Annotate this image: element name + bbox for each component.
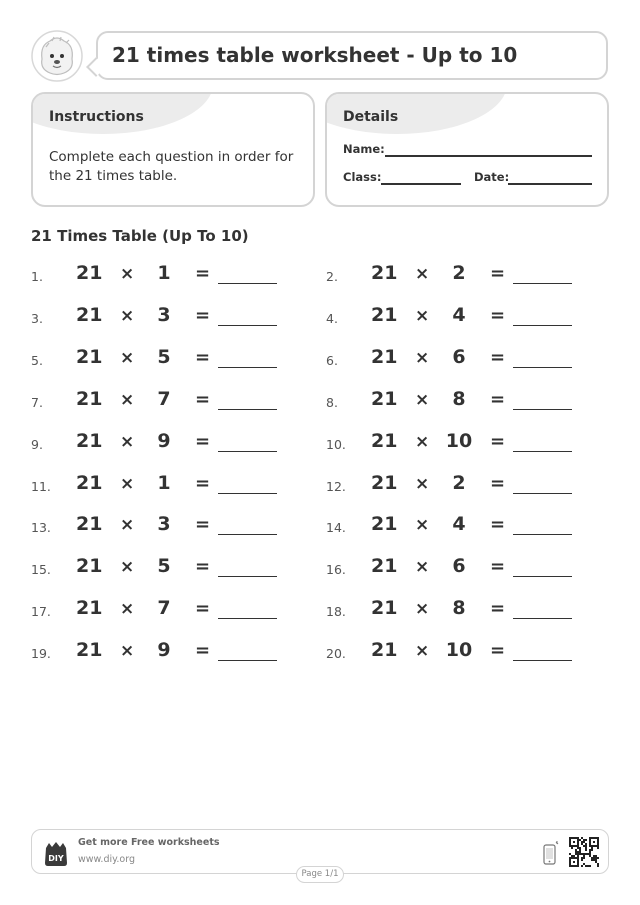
qr-code-icon[interactable] bbox=[569, 837, 599, 867]
question-item bbox=[326, 639, 586, 665]
question-number: 17. bbox=[31, 604, 51, 620]
multiplicand: 21 bbox=[76, 262, 103, 284]
multiplier: 3 bbox=[157, 303, 171, 326]
multiplier: 10 bbox=[445, 429, 473, 452]
times-sign: × bbox=[120, 305, 135, 326]
mascot-logo bbox=[30, 29, 84, 83]
equals-sign: = bbox=[195, 304, 211, 326]
equals-sign: = bbox=[490, 430, 506, 452]
question-number: 12. bbox=[326, 478, 346, 494]
name-label: Name: bbox=[343, 142, 385, 156]
multiplier: 9 bbox=[157, 639, 171, 662]
times-sign: × bbox=[120, 431, 135, 452]
multiplier: 8 bbox=[452, 597, 466, 620]
answer-blank[interactable] bbox=[218, 660, 277, 661]
instructions-panel bbox=[31, 92, 315, 207]
question-item bbox=[31, 597, 291, 623]
times-sign: × bbox=[415, 431, 430, 452]
logo-text: DIY bbox=[48, 854, 64, 863]
multiplicand: 21 bbox=[76, 471, 103, 494]
equals-sign: = bbox=[195, 430, 211, 452]
multiplier: 6 bbox=[452, 345, 466, 368]
instructions-text: Complete each question in order for the 21 times table. bbox=[49, 149, 294, 184]
class-label: Class: bbox=[343, 170, 382, 184]
answer-blank[interactable] bbox=[218, 325, 277, 326]
multiplicand: 21 bbox=[371, 387, 398, 410]
multiplier: 9 bbox=[157, 429, 171, 452]
multiplicand: 21 bbox=[76, 555, 103, 578]
equals-sign: = bbox=[490, 598, 506, 620]
times-sign: × bbox=[120, 264, 135, 284]
times-sign: × bbox=[120, 347, 135, 368]
question-number: 7. bbox=[31, 394, 43, 410]
multiplicand: 21 bbox=[76, 345, 103, 368]
question-number: 15. bbox=[31, 562, 51, 578]
multiplicand: 21 bbox=[76, 513, 103, 536]
question-item bbox=[326, 430, 586, 456]
question-number: 8. bbox=[326, 394, 338, 410]
question-item bbox=[31, 472, 291, 498]
multiplier: 4 bbox=[452, 513, 466, 536]
multiplicand: 21 bbox=[371, 513, 398, 536]
answer-blank[interactable] bbox=[218, 367, 277, 368]
multiplicand: 21 bbox=[371, 555, 398, 578]
instructions-title: Instructions bbox=[49, 109, 144, 125]
question-number: 2. bbox=[326, 269, 338, 284]
question-number: 10. bbox=[326, 436, 346, 452]
details-panel bbox=[325, 92, 609, 207]
answer-blank[interactable] bbox=[218, 283, 277, 284]
question-number: 16. bbox=[326, 562, 346, 578]
answer-blank[interactable] bbox=[218, 409, 277, 410]
answer-blank[interactable] bbox=[218, 493, 277, 494]
class-field[interactable] bbox=[381, 183, 461, 185]
title-box bbox=[96, 31, 608, 80]
question-number: 18. bbox=[326, 604, 346, 620]
question-item bbox=[326, 555, 586, 581]
equals-sign: = bbox=[195, 556, 211, 578]
equals-sign: = bbox=[195, 514, 211, 536]
question-item bbox=[326, 472, 586, 498]
times-sign: × bbox=[415, 557, 430, 578]
multiplier: 1 bbox=[157, 471, 171, 494]
question-number: 11. bbox=[31, 478, 51, 494]
equals-sign: = bbox=[195, 640, 211, 662]
date-label: Date: bbox=[474, 170, 510, 184]
diy-logo-icon bbox=[43, 841, 69, 867]
times-sign: × bbox=[415, 264, 430, 284]
times-sign: × bbox=[120, 515, 135, 536]
question-item bbox=[31, 555, 291, 581]
multiplier: 8 bbox=[452, 387, 466, 410]
multiplicand: 21 bbox=[76, 429, 103, 452]
question-number: 13. bbox=[31, 520, 51, 536]
answer-blank[interactable] bbox=[218, 576, 277, 577]
multiplicand: 21 bbox=[371, 303, 398, 326]
answer-blank[interactable] bbox=[513, 409, 572, 410]
answer-blank[interactable] bbox=[513, 660, 572, 661]
question-number: 9. bbox=[31, 436, 43, 452]
details-title: Details bbox=[343, 109, 399, 125]
times-sign: × bbox=[415, 305, 430, 326]
answer-blank[interactable] bbox=[513, 493, 572, 494]
question-number: 5. bbox=[31, 352, 43, 368]
multiplier: 5 bbox=[157, 555, 171, 578]
times-sign: × bbox=[415, 389, 430, 410]
multiplicand: 21 bbox=[371, 639, 398, 662]
question-number: 1. bbox=[31, 269, 43, 284]
question-item bbox=[31, 513, 291, 539]
answer-blank[interactable] bbox=[513, 451, 572, 452]
answer-blank[interactable] bbox=[218, 618, 277, 619]
times-sign: × bbox=[415, 473, 430, 494]
answer-blank[interactable] bbox=[513, 576, 572, 577]
answer-blank[interactable] bbox=[513, 618, 572, 619]
question-item bbox=[31, 388, 291, 414]
multiplicand: 21 bbox=[371, 429, 398, 452]
equals-sign: = bbox=[490, 304, 506, 326]
answer-blank[interactable] bbox=[513, 534, 572, 535]
times-sign: × bbox=[120, 473, 135, 494]
multiplier: 4 bbox=[452, 303, 466, 326]
equals-sign: = bbox=[195, 388, 211, 410]
question-item bbox=[31, 346, 291, 372]
name-field[interactable] bbox=[385, 155, 592, 157]
multiplicand: 21 bbox=[76, 597, 103, 620]
equals-sign: = bbox=[490, 556, 506, 578]
equals-sign: = bbox=[490, 640, 506, 662]
multiplier: 2 bbox=[452, 262, 466, 284]
question-item bbox=[326, 346, 586, 372]
question-item bbox=[326, 388, 586, 414]
multiplier: 6 bbox=[452, 555, 466, 578]
answer-blank[interactable] bbox=[513, 283, 572, 284]
multiplier: 1 bbox=[157, 262, 171, 284]
page-number: Page 1/1 bbox=[296, 866, 344, 883]
multiplier: 2 bbox=[452, 471, 466, 494]
multiplicand: 21 bbox=[371, 471, 398, 494]
question-item bbox=[31, 639, 291, 665]
times-sign: × bbox=[415, 599, 430, 620]
question-number: 19. bbox=[31, 646, 51, 662]
times-sign: × bbox=[120, 641, 135, 662]
multiplicand: 21 bbox=[76, 639, 103, 662]
multiplier: 10 bbox=[445, 639, 473, 662]
equals-sign: = bbox=[195, 472, 211, 494]
multiplicand: 21 bbox=[76, 303, 103, 326]
question-item bbox=[326, 513, 586, 539]
multiplier: 3 bbox=[157, 513, 171, 536]
equals-sign: = bbox=[195, 263, 211, 284]
question-item bbox=[31, 304, 291, 330]
footer-url-link[interactable]: www.diy.org bbox=[78, 854, 135, 865]
question-number: 6. bbox=[326, 352, 338, 368]
question-item bbox=[326, 597, 586, 623]
answer-blank[interactable] bbox=[513, 367, 572, 368]
answer-blank[interactable] bbox=[218, 534, 277, 535]
question-number: 3. bbox=[31, 310, 43, 326]
question-item bbox=[31, 262, 291, 288]
times-sign: × bbox=[120, 599, 135, 620]
phone-icon bbox=[542, 840, 560, 866]
multiplier: 5 bbox=[157, 345, 171, 368]
times-sign: × bbox=[415, 641, 430, 662]
multiplier: 7 bbox=[157, 597, 171, 620]
equals-sign: = bbox=[490, 388, 506, 410]
answer-blank[interactable] bbox=[513, 325, 572, 326]
question-number: 4. bbox=[326, 310, 338, 326]
multiplicand: 21 bbox=[371, 345, 398, 368]
multiplier: 7 bbox=[157, 387, 171, 410]
equals-sign: = bbox=[490, 346, 506, 368]
multiplicand: 21 bbox=[76, 387, 103, 410]
footer-title: Get more Free worksheets bbox=[78, 837, 220, 848]
answer-blank[interactable] bbox=[218, 451, 277, 452]
times-sign: × bbox=[120, 389, 135, 410]
multiplicand: 21 bbox=[371, 262, 398, 284]
question-item bbox=[326, 304, 586, 330]
date-field[interactable] bbox=[508, 183, 592, 185]
times-sign: × bbox=[415, 515, 430, 536]
equals-sign: = bbox=[490, 514, 506, 536]
times-sign: × bbox=[120, 557, 135, 578]
equals-sign: = bbox=[195, 346, 211, 368]
equals-sign: = bbox=[490, 472, 506, 494]
question-number: 20. bbox=[326, 646, 346, 662]
multiplicand: 21 bbox=[371, 597, 398, 620]
equals-sign: = bbox=[195, 598, 211, 620]
page-title: 21 times table worksheet - Up to 10 bbox=[112, 43, 518, 67]
times-sign: × bbox=[415, 347, 430, 368]
question-number: 14. bbox=[326, 520, 346, 536]
question-item bbox=[31, 430, 291, 456]
question-item bbox=[326, 262, 586, 288]
section-title: 21 Times Table (Up To 10) bbox=[31, 227, 249, 245]
equals-sign: = bbox=[490, 263, 506, 284]
